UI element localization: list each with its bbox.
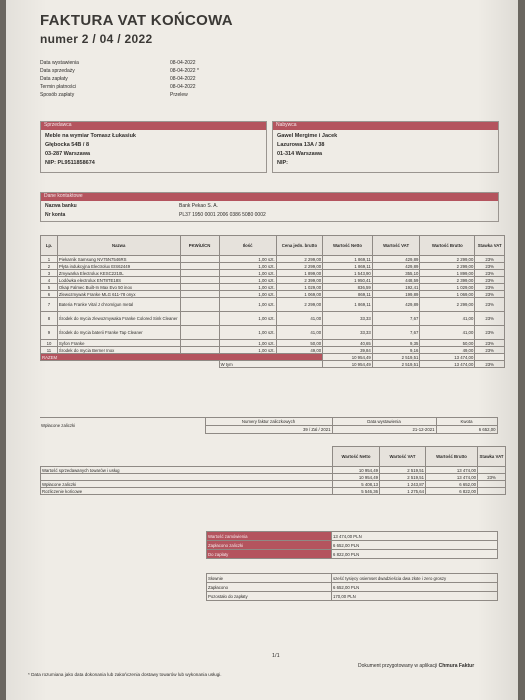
date-value: 08-04-2022 * [170,68,199,74]
item-cell: 192,41 [372,284,420,291]
item-cell: Lodówka electrolux ENT8TE18S [57,277,180,284]
item-cell: 7 [41,298,58,312]
date-label: Data sprzedaży [40,68,75,74]
summary-cell: 1 275,64 [380,488,426,495]
summary-row [41,488,506,495]
summary-cell: 1 243,87 [380,481,426,488]
item-cell: 2 299,00 [276,298,323,312]
item-cell: 7,67 [372,326,420,340]
paid-value: 6 652,00 PLN [332,583,498,592]
item-cell: 2 399,00 [276,277,323,284]
items-body [41,256,505,368]
advance-number: 39 / Zal / 2021 [205,426,332,434]
item-cell: 2 299,00 [420,263,475,270]
seller-line: Meble na wymiar Tomasz Łukasiuk [45,133,136,139]
advances-table [40,417,498,434]
col-header: Stawka VAT [475,236,505,256]
account-label: Nr konta [45,212,66,218]
item-cell: 4 [41,277,58,284]
item-cell: 1,00 szt. [219,298,276,312]
remaining-value: 170,00 PLN [332,592,498,601]
words-label: Słownie [207,574,332,583]
summary-cell: 5 408,13 [333,481,380,488]
date-label: Termin płatności [40,84,77,90]
advance-amount: 6 652,00 [436,426,497,434]
date-value: 08-04-2022 [170,84,196,90]
totals-label: Wartość zamówienia [207,532,332,541]
date-label: Data wystawienia [40,60,79,66]
item-row [41,277,505,284]
wtym-cell: 10 954,49 [323,361,373,368]
item-cell: 5 [41,284,58,291]
item-cell: 10 [41,340,58,347]
wtym-label: W tym [219,361,323,368]
advances-label: Wpłacone zaliczki [40,418,205,434]
item-cell: 23% [475,347,505,354]
item-cell: 1 899,00 [420,270,475,277]
item-cell: 9,16 [372,347,420,354]
item-cell [180,347,219,354]
items-table [40,235,505,368]
item-cell: 7,67 [372,312,420,326]
item-cell [180,284,219,291]
summary-row [41,481,506,488]
item-cell: 23% [475,326,505,340]
total-cell: 13 474,00 [420,354,475,361]
summary-cell: 2 519,51 [380,467,426,474]
summary-cell [478,467,506,474]
item-cell: Środek do mycia zlewozmywaka Franke Colored Sink Cleaner [57,312,180,326]
generated-by [358,663,474,669]
item-cell: 33,33 [323,326,373,340]
item-cell [180,277,219,284]
item-cell: 41,00 [276,312,323,326]
item-cell: 2 299,00 [276,256,323,263]
totals-value: 6 652,00 PLN [332,541,498,550]
summary-header: Stawka VAT [478,447,506,467]
invoice-number: numer 2 / 04 / 2022 [40,32,153,46]
item-cell: 23% [475,291,505,298]
wtym-spacer [41,361,220,368]
paid-label: Zapłacono [207,583,332,592]
summary-header: Wartość Brutto [426,447,478,467]
buyer-line: 01-314 Warszawa [277,151,323,157]
totals-table [206,531,498,559]
total-label: RAZEM [41,354,323,361]
item-cell [180,326,219,340]
item-cell: 429,89 [372,263,420,270]
item-row [41,298,505,312]
item-cell: 23% [475,298,505,312]
item-cell: 2 299,00 [420,256,475,263]
seller-line: NIP: PL9511858674 [45,160,95,166]
advance-date: 21-12-2021 [332,426,436,434]
seller-line: 03-287 Warszawa [45,151,91,157]
wtym-cell: 23% [475,361,505,368]
item-cell: 49,00 [276,347,323,354]
item-cell: Płyta indukcyjna Electrolux EIS62449 [57,263,180,270]
col-header: Nazwa [57,236,180,256]
item-cell: 41,00 [420,312,475,326]
item-cell: 23% [475,284,505,291]
summary-row [41,474,506,481]
summary-cell: 5 546,36 [333,488,380,495]
generated-text: Dokument przygotowany w aplikacji [358,663,438,669]
item-cell: 1 [41,256,58,263]
payment-words-table [206,573,498,601]
invoice-page [6,0,518,700]
item-cell: 50,00 [276,340,323,347]
item-row [41,291,505,298]
item-cell: 23% [475,340,505,347]
summary-cell [478,481,506,488]
item-cell: 1,00 szt. [219,263,276,270]
total-cell: 2 519,51 [372,354,420,361]
item-cell: 1 899,00 [276,270,323,277]
col-header: Cena jedn. brutto [276,236,323,256]
item-cell: 23% [475,256,505,263]
item-cell: 869,11 [323,291,373,298]
col-header: Ilość [219,236,276,256]
item-cell: 23% [475,270,505,277]
date-value: Przelew [170,92,188,98]
item-cell: 1 029,00 [420,284,475,291]
summary-cell: 23% [478,474,506,481]
footnote: * Data rozumiana jako data dokonania lub zakończenia dostawy towarów lub wykonania usługi. [28,672,222,677]
item-cell: 2 299,00 [276,263,323,270]
item-cell: 1 869,11 [323,256,373,263]
item-cell [180,270,219,277]
summary-table [40,446,506,495]
item-cell: 33,33 [323,312,373,326]
total-row [41,354,505,361]
summary-row-label: Wpłacone zaliczki [41,481,333,488]
item-row [41,347,505,354]
item-cell: 199,89 [372,291,420,298]
item-cell: Bateria Franke Vital J chrom/gun metal [57,298,180,312]
summary-cell: 10 954,49 [333,474,380,481]
item-cell: 50,00 [420,340,475,347]
item-cell: 1,00 szt. [219,277,276,284]
summary-spacer [41,447,333,467]
date-value: 08-04-2022 [170,76,196,82]
item-cell: Środek do mycia baterii Franke Tap Cleaner [57,326,180,340]
advances-header: Kwota [436,418,497,426]
buyer-line: Gawel Mergime i Jacek [277,133,338,139]
summary-cell: 10 954,49 [333,467,380,474]
item-cell [180,291,219,298]
summary-row-label: Rozliczenie końcowe [41,488,333,495]
item-cell: Okap Falmec Built-In Max Evo 50 inox [57,284,180,291]
item-row [41,284,505,291]
totals-row [207,532,498,541]
item-cell: 1,00 szt. [219,284,276,291]
contact-box [40,192,499,222]
wtym-row [41,361,505,368]
advances-header: Numery faktur zaliczkowych [205,418,332,426]
item-cell: 1,00 szt. [219,291,276,298]
totals-row [207,550,498,559]
item-cell [180,298,219,312]
col-header: PKWiU/CN [180,236,219,256]
item-cell: 49,00 [420,347,475,354]
col-header: Wartość VAT [372,236,420,256]
item-cell: 1 543,90 [323,270,373,277]
advances-header: Data wystawienia [332,418,436,426]
totals-value: 13 474,00 PLN [332,532,498,541]
buyer-box [272,121,499,173]
item-cell: 2 399,00 [420,277,475,284]
item-cell: 1 950,41 [323,277,373,284]
app-name: Chmura Faktur [438,663,475,669]
item-cell: 355,10 [372,270,420,277]
col-header: Wartość Netto [323,236,373,256]
invoice-title: FAKTURA VAT KOŃCOWA [40,12,233,29]
item-cell: 1 069,00 [276,291,323,298]
item-cell: 1 869,11 [323,298,373,312]
item-row [41,263,505,270]
summary-row-label [41,474,333,481]
item-cell: 429,89 [372,256,420,263]
item-row [41,326,505,340]
item-cell: 1 869,11 [323,263,373,270]
item-row [41,256,505,263]
summary-cell [478,488,506,495]
item-cell [180,340,219,347]
total-cell: 10 954,49 [323,354,373,361]
col-header: Lp. [41,236,58,256]
item-cell: 9,35 [372,340,420,347]
item-cell: 1,00 szt. [219,270,276,277]
date-label: Sposób zapłaty [40,92,75,98]
summary-row-label: Wartość sprzedawanych towarów i usług [41,467,333,474]
item-cell: 41,00 [420,326,475,340]
totals-value: 6 822,00 PLN [332,550,498,559]
summary-body [41,467,506,495]
item-cell [180,312,219,326]
item-cell: 8 [41,312,58,326]
item-cell: Zmywarka Electrolux KESC2210L [57,270,180,277]
item-cell: 448,59 [372,277,420,284]
buyer-heading: Nabywca [273,122,498,130]
page-number: 1/1 [272,653,280,659]
item-cell: Zlewozmywak Franke MLG 611-78 onyx [57,291,180,298]
item-row [41,270,505,277]
items-header-row [41,236,505,256]
total-cell [475,354,505,361]
item-cell: Środek do mycia Berner Inox [57,347,180,354]
date-label: Data zapłaty [40,76,68,82]
seller-heading: Sprzedawca [41,122,266,130]
col-header: Wartość Brutto [420,236,475,256]
bank-value: Bank Pekao S. A. [179,203,218,209]
summary-cell: 6 652,00 [426,481,478,488]
item-cell: 40,65 [323,340,373,347]
item-cell [180,263,219,270]
remaining-label: Pozostało do zapłaty [207,592,332,601]
summary-cell: 13 474,00 [426,474,478,481]
item-cell: 1,00 szt. [219,347,276,354]
summary-row [41,467,506,474]
account-value: PL37 1950 0001 2006 0386 5080 0002 [179,212,266,218]
item-cell: 429,89 [372,298,420,312]
item-cell: 836,59 [323,284,373,291]
seller-line: Głębocka 54B / 8 [45,142,90,148]
buyer-line: Lazurowa 13A / 38 [277,142,325,148]
item-row [41,312,505,326]
wtym-cell: 2 519,51 [372,361,420,368]
summary-header: Wartość VAT [380,447,426,467]
item-cell: Piekarnik Samsung NV75N7546RS [57,256,180,263]
item-cell: 6 [41,291,58,298]
item-row [41,340,505,347]
item-cell: 2 [41,263,58,270]
totals-label: Do zapłaty [207,550,332,559]
item-cell: 11 [41,347,58,354]
summary-cell: 13 474,00 [426,467,478,474]
buyer-line: NIP: [277,160,288,166]
item-cell: 3 [41,270,58,277]
item-cell: 39,84 [323,347,373,354]
wtym-cell: 13 474,00 [420,361,475,368]
item-cell: 1,00 szt. [219,340,276,347]
item-cell: 23% [475,312,505,326]
summary-cell: 2 519,51 [380,474,426,481]
bank-label: Nazwa banku [45,203,77,209]
item-cell: 41,00 [276,326,323,340]
summary-header: Wartość Netto [333,447,380,467]
item-cell: 1,00 szt. [219,312,276,326]
contact-heading: Dane kontaktowe [41,193,498,201]
seller-box [40,121,267,173]
item-cell: 1 029,00 [276,284,323,291]
totals-row [207,541,498,550]
item-cell: 1,00 szt. [219,256,276,263]
item-cell: 2 299,00 [420,298,475,312]
totals-label: Zapłacono zaliczki [207,541,332,550]
date-value: 08-04-2022 [170,60,196,66]
amount-in-words: sześć tysięcy osiemset dwadzieścia dwa złote i zero groszy [332,574,498,583]
item-cell: 1 069,00 [420,291,475,298]
item-cell: Syfon Franke [57,340,180,347]
summary-cell: 6 822,00 [426,488,478,495]
item-cell: 23% [475,277,505,284]
item-cell: 9 [41,326,58,340]
item-cell: 23% [475,263,505,270]
item-cell [180,256,219,263]
item-cell: 1,00 szt. [219,326,276,340]
